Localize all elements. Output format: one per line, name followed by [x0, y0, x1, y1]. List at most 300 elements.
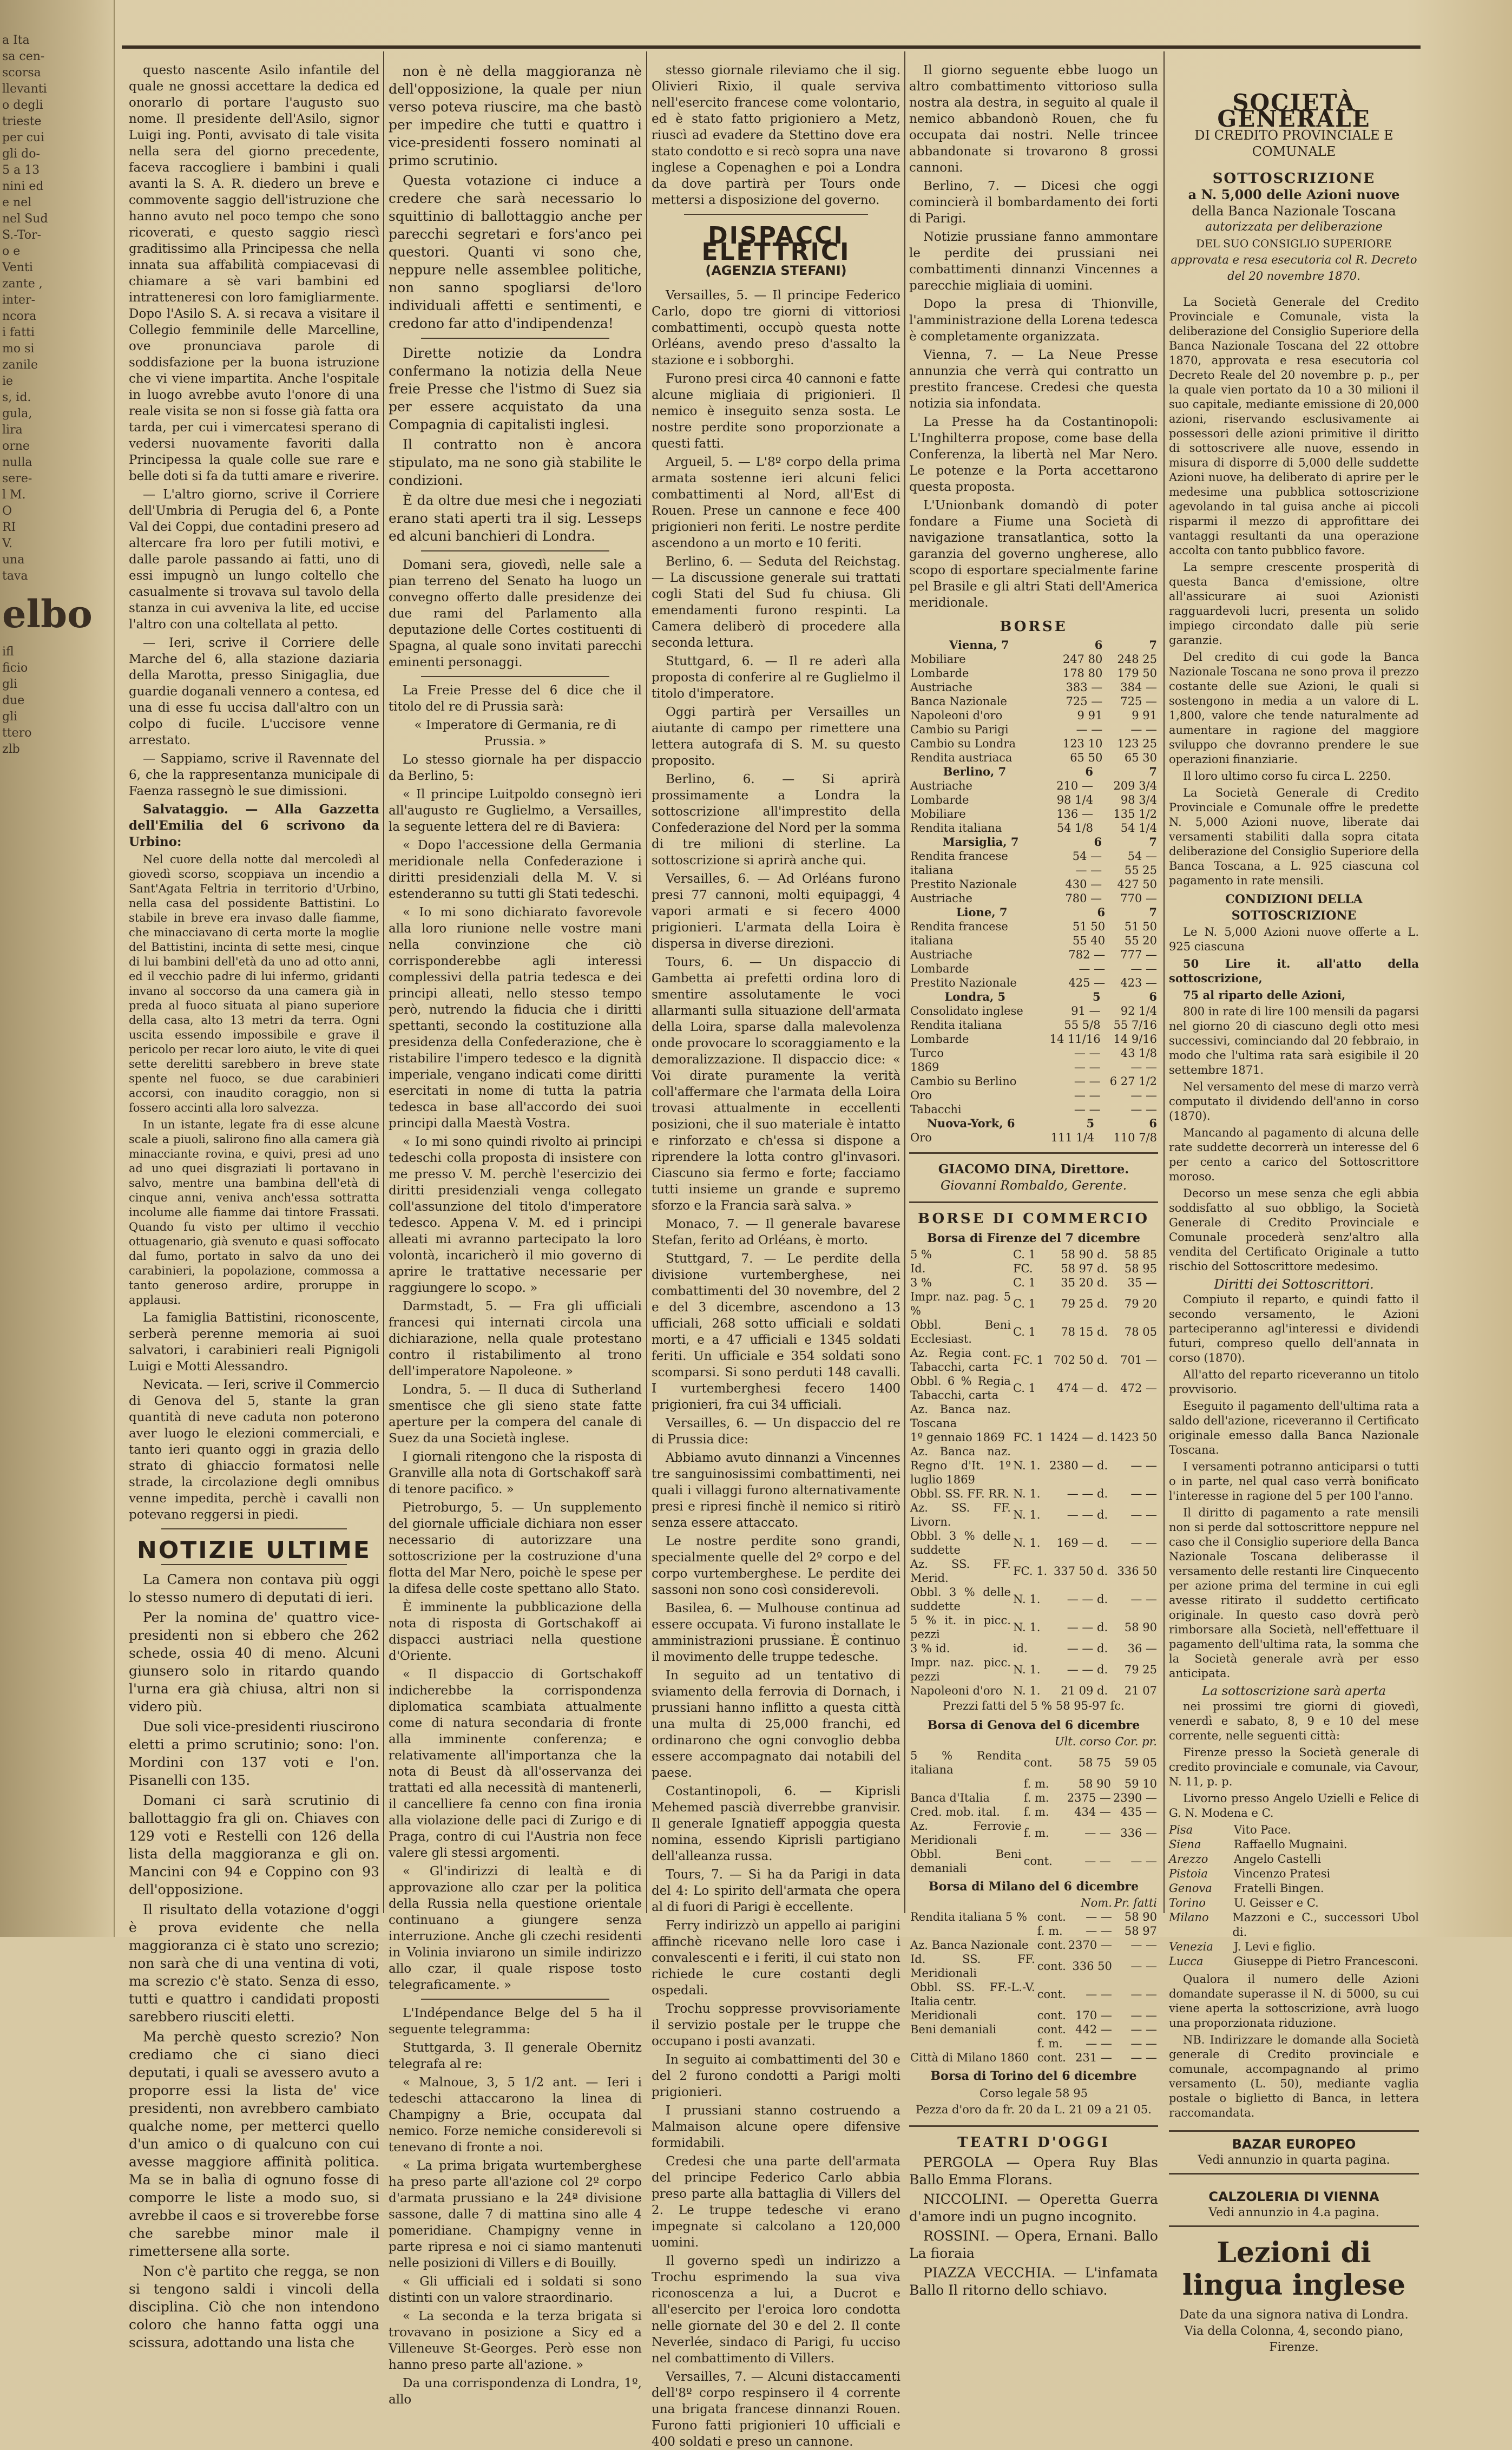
- market-header-cell: 5: [1092, 990, 1101, 1003]
- article-asilo: questo nascente Asilo infantile del quale ne gnossi accettare la dedica ed onorarlo di portare l'augusto suo nome. Il presidente dell'Asilo, signor Luigi ing. Ponti, avvisato di tale visita nella sera del giorno precedente, faceva raccogliere i bambini i quali avanti la S. A. R. diedero un breve e commovente saggio dell'istruzione che hanno avuto nel poco tempo che sono ricoverati, e questo saggio riescì graditissimo alla Principessa che nella innata sua affabilità compiacevasi di chiamare a sè vari bambini ed intratteneresi con loro famigliarmente. Dopo l'Asilo S. A. si recava a visitare il Collegio femminile delle Marcelline, ove pronunciava parole di soddisfazione per la buona istruzione che vi viene impartita. Anche l'ospitale in luogo avrebbe avuto l'onore di una reale visita se non si fosse già fatta ora tarda, per cui i vimercatesi sperano di vedersi nuovamente favoriti dalla Principessa la quale colle sue rare e belle doti si fa da tutti amare e riverire.: [129, 63, 379, 483]
- dispatch: Versailles, 7. — Alcuni distaccamenti dell'8º corpo respinsero il 4 corrente una brigata francese dinnanzi Rouen. Furono fatti prigionieri 10 ufficiali e 400 soldati e preso un cannone.: [652, 2370, 900, 2449]
- dispatch: Stuttgard, 6. — Il re aderì alla proposta di conferire al re Guglielmo il titolo d'imperatore.: [652, 654, 900, 701]
- quote-row: [909, 1444, 1158, 1487]
- market-cell: Austriache: [910, 948, 972, 961]
- paragraph: Non c'è partito che regga, se non si tengono saldi i vincoli della disciplina. Ciò che non intendono coloro che hanno fatta oggi una scissura, adottando una lista che: [129, 2263, 379, 2350]
- article-salvataggio-3: La famiglia Battistini, riconoscente, serberà perenne memoria ai suoi salvatori, i carabinieri reali Pignigoli Luigi e Motti Alessandro.: [129, 1311, 379, 1374]
- paragraph: Il contratto non è ancora stipulato, ma ne sono già stabilite le condizioni.: [389, 437, 642, 488]
- quote-cell: 1423 50: [1110, 1431, 1157, 1444]
- market-cell: Banca Nazionale: [910, 695, 1007, 708]
- quote-cell: 702 50 d.: [1053, 1354, 1108, 1367]
- divider: [161, 1528, 347, 1529]
- market-header-cell: Nuova-York, 6: [926, 1116, 1015, 1130]
- market-cell: 55 7/16: [1113, 1019, 1157, 1032]
- market-row: [909, 694, 1158, 708]
- condition: 800 in rate di lire 100 mensili da pagarsi nel giorno 20 di ciascuno degli otto mesi successivi, cominciando dal 20 febbraio, in modo che l'ultima rata sarà esigibile il 20 settembre 1871.: [1169, 1005, 1419, 1076]
- market-cell: Rendita italiana: [910, 1019, 1002, 1032]
- quote-cell: 79 25: [1124, 1663, 1157, 1676]
- quote-cell: Obbl. Beni Ecclesiast.: [910, 1318, 1011, 1345]
- market-header-cell: 6: [1085, 765, 1093, 778]
- market-cell: — —: [1074, 1103, 1101, 1116]
- market-cell: italiana: [910, 934, 954, 947]
- market-cell: 55 25: [1124, 864, 1157, 877]
- teatri-title: TEATRI D'OGGI: [957, 2134, 1110, 2151]
- quote-cell: 58 97 d.: [1061, 1262, 1108, 1275]
- adjacent-page-line: ie: [2, 375, 14, 388]
- adjacent-page-line: RI: [2, 521, 16, 534]
- quote-cell: 1424 — d.: [1049, 1431, 1108, 1444]
- quote-cell: cont.: [1037, 2023, 1066, 2036]
- borse-title: BORSE: [1000, 619, 1068, 635]
- paragraph: Per la nomina de' quattro vice-presidenti non si ebbero che 262 schede, ossia 40 di meno. Alcuni giunsero solo in ritardo quando l'urna era già chiusa, altri non si videro più.: [129, 1610, 379, 1715]
- agent-row: [1169, 1852, 1419, 1867]
- column-2: [389, 62, 642, 2407]
- market-row: [909, 1060, 1158, 1074]
- quote-cell: — —: [1130, 1593, 1157, 1606]
- quote-cell: 58 90: [1078, 1777, 1111, 1790]
- paragraph: Nel versamento del mese di marzo verrà computato il dividendo dell'anno in corso (1870).: [1169, 1080, 1419, 1122]
- quote-cell: 434 —: [1074, 1805, 1111, 1818]
- quote-cell: Meridionali: [910, 2009, 977, 2022]
- column-rule: [904, 51, 905, 1913]
- market-cell: 178 80: [1062, 667, 1103, 680]
- adjacent-page-line: llevanti: [2, 82, 47, 96]
- adjacent-page-line: scorsa: [2, 66, 41, 80]
- quote-cell: — —: [1086, 1924, 1112, 1937]
- genova-exchange-header: Borsa di Genova del 6 dicembre: [927, 1718, 1140, 1732]
- market-header-cell: 6: [1149, 990, 1157, 1003]
- theatre-listing: PERGOLA — Opera Ruy Blas Ballo Emma Florans.: [909, 2155, 1158, 2188]
- header-rule: [122, 45, 1421, 49]
- adjacent-page-line: due: [2, 694, 25, 707]
- quote-row: [909, 1346, 1158, 1374]
- quote-cell: Impr. naz. picc. pezzi: [910, 1656, 1011, 1683]
- market-cell: 91 —: [1071, 1004, 1101, 1017]
- market-table: [909, 1116, 1158, 1145]
- market-cell: Lombarde: [910, 793, 969, 806]
- adjacent-page-line: V.: [2, 537, 13, 550]
- market-row: [909, 680, 1158, 694]
- dispatch: Berlino, 6. — Seduta del Reichstag. — La discussione generale sui trattati cogli Stati del Sud fu chiusa. Gli emendamenti furono respinti. La Camera deliberò di procedere alla seconda lettura.: [652, 555, 900, 650]
- borse-commercio-title: BORSE DI COMMERCIO: [918, 1211, 1149, 1227]
- quote-cell: [909, 1924, 1036, 1938]
- quote-cell: 169 — d.: [1056, 1536, 1108, 1549]
- divider: [421, 676, 609, 677]
- quote-row: [909, 1402, 1158, 1430]
- quote-cell: Obbl. 3 % delle suddette: [910, 1529, 1011, 1556]
- quote-cell: — —: [1130, 1939, 1157, 1952]
- quote-cell: 336 50: [1117, 1565, 1157, 1578]
- quote-row: [909, 1430, 1158, 1444]
- quote-row: [909, 1819, 1158, 1847]
- ad-calzoleria: [1169, 2184, 1419, 2227]
- market-cell: 123 25: [1117, 737, 1157, 750]
- quote-row: [909, 1847, 1158, 1875]
- quote-cell: 36 —: [1127, 1642, 1157, 1655]
- quote-row: [909, 1791, 1158, 1805]
- quote-header-cell: Nom.: [1081, 1896, 1112, 1909]
- paragraph: Il risultato della votazione d'oggi è prova evidente che nella maggioranza ci è stato uno screzio; non sarà che di una ventina di voti, ma screzio c'è stato. Senza di esso, tutti e quattro i candidati proposti sarebbero riusciti eletti.: [129, 1902, 379, 2025]
- dispatch: Abbiamo avuto dinnanzi a Vincennes tre sanguinosissimi combattimenti, nei quali i villaggi furono alternativamente presi e ripresi finchè il nemico si ritirò senza essere attaccato.: [652, 1451, 900, 1530]
- ad-bazar-title: BAZAR EUROPEO: [1232, 2137, 1356, 2152]
- agent-city: Torino: [1169, 1896, 1206, 1909]
- paragraph: Compiuto il reparto, e quindi fatto il secondo versamento, le Azioni parteciperanno agl'interessi e dividendi futuri, compreso quello dell'annata in corso (1870).: [1169, 1293, 1419, 1364]
- quote-cell: — — d.: [1067, 1663, 1108, 1676]
- market-header-cell: 6: [1097, 905, 1106, 919]
- quote-cell: FC. 1.: [1013, 1565, 1048, 1578]
- quote-row: [909, 1749, 1158, 1777]
- paragraph: Da una corrispondenza di Londra, 1º, allo: [389, 2376, 642, 2407]
- paragraph: Questa votazione ci induce a credere che sarà necessario lo squittinio di ballottaggio anche per parecchi segretari e fors'anco pei questori. Quanti vi sono che, neppure nelle assemblee politiche, non sanno spogliarsi de'loro individuali affetti e sentimenti, e credono far atto d'indipendenza!: [389, 173, 642, 331]
- adjacent-page-line: ttero: [2, 726, 32, 740]
- market-cell: — —: [1130, 1103, 1157, 1116]
- theatre-listing: PIAZZA VECCHIA. — L'infamata Ballo Il ritorno dello schiavo.: [909, 2265, 1158, 2298]
- market-header-cell: Berlino, 7: [943, 765, 1007, 778]
- paragraph: La Camera non contava più oggi lo stesso numero di deputati di ieri.: [129, 1572, 379, 1605]
- market-cell: 9 91: [1077, 709, 1103, 722]
- divider: [909, 2125, 1158, 2127]
- agent-name: Fratelli Bingen.: [1234, 1882, 1324, 1895]
- paragraph: È da oltre due mesi che i negoziati erano stati aperti tra il sig. Lesseps ed alcuni banchieri di Londra.: [389, 492, 642, 544]
- market-table: [909, 835, 1158, 905]
- adjacent-page-line: ncora: [2, 310, 37, 323]
- market-cell: 384 —: [1120, 681, 1157, 694]
- market-cell: — —: [1075, 864, 1102, 877]
- quote-row: [909, 1684, 1158, 1698]
- market-cell: Oro: [910, 1131, 932, 1144]
- dispatch: Monaco, 7. — Il generale bavarese Stefan, ferito ad Orléans, è morto.: [652, 1217, 900, 1247]
- market-header-cell: 6: [1094, 638, 1103, 652]
- market-header-cell: Vienna, 7: [949, 638, 1009, 652]
- quote-cell: 79 25 d.: [1061, 1297, 1108, 1310]
- market-header-cell: 7: [1149, 638, 1157, 652]
- condition: 75 al riparto delle Azioni,: [1183, 988, 1346, 1002]
- adjacent-page-edge: [0, 0, 115, 1937]
- quote-cell: 5 % it. in picc. pezzi: [910, 1614, 1011, 1641]
- quote-cell: 336 —: [1120, 1827, 1157, 1840]
- quote-row: [909, 2022, 1158, 2037]
- agent-name: J. Levi e figlio.: [1234, 1940, 1316, 1953]
- quote-cell: f. m.: [1023, 1827, 1049, 1840]
- dispatch: La Presse ha da Costantinopoli: L'Inghilterra propose, come base della Conferenza, la libertà nel Mar Nero. Le potenze e la Porta accettarono questa proposta.: [909, 415, 1158, 494]
- market-row: [909, 976, 1158, 990]
- adjacent-page-line: nulla: [2, 456, 32, 469]
- market-cell: 54 —: [1127, 850, 1157, 863]
- market-cell: 54 —: [1072, 850, 1102, 863]
- quote-cell: f. m.: [1023, 1791, 1049, 1804]
- quote-cell: [909, 2037, 1036, 2051]
- market-cell: 98 3/4: [1120, 793, 1157, 806]
- market-row: [909, 1046, 1158, 1060]
- genova-quotes-table: [909, 1735, 1158, 1875]
- article-marotta: — Ieri, scrive il Corriere delle Marche del 6, alla stazione daziaria della Marotta, presso Sinigaglia, due guardie doganali vennero a contesa, ed una di esse fu uccisa dall'altro con un colpo di fucile. L'uccisore venne arrestato.: [129, 636, 379, 747]
- market-cell: — —: [1130, 1089, 1157, 1102]
- market-header-cell: 6: [1094, 835, 1102, 849]
- section-title-notizie-ultime: NOTIZIE ULTIME: [137, 1536, 371, 1564]
- firenze-quotes-table: [909, 1247, 1158, 1698]
- agent-row: [1169, 1940, 1419, 1954]
- quote-cell: cont.: [1037, 1960, 1066, 1973]
- paragraph: « La seconda e la terza brigata si trovavano in posizione a Sicy ed a Villeneuve St-Georges. Però esse non hanno preso parte all'azione. »: [389, 2309, 642, 2372]
- divider: [421, 1999, 609, 2000]
- market-cell: — —: [1074, 1089, 1101, 1102]
- market-row: [909, 793, 1158, 807]
- market-cell: 65 50: [1070, 751, 1103, 764]
- quote-cell: — —: [1130, 1855, 1157, 1868]
- quote-row: [909, 1557, 1158, 1585]
- paragraph: Lo stesso giornale ha per dispaccio da Berlino, 5:: [389, 753, 642, 783]
- paragraph: La Società Generale del Credito Provinciale e Comunale, vista la deliberazione del Consiglio Superiore della Banca Nazionale Toscana del 22 ottobre 1870, approvata e resa esecutoria col Decreto Reale del 20 novembre p. p., per la quale vien portato da 10 a 30 milioni il suo capitale, mediante emissione di 20,000 azioni, riservando esclusivamente ai possessori delle azioni primitive il diritto di sottoscrivere alle nuove, essendo in misura di disporre di 5,000 delle suddette Azioni nuove, ha deliberato di aprire per le medesime una pubblica sottoscrizione agevolando in tal guisa anche ai piccoli risparmi il mezzo di approfittare dei vantaggi resultanti da una operazione accolta con tanto pubblico favore.: [1169, 295, 1419, 557]
- quote-cell: Az. Banca naz. Toscana: [910, 1403, 1011, 1430]
- agent-row: [1169, 1823, 1419, 1837]
- quote-cell: N. 1.: [1013, 1684, 1041, 1697]
- market-cell: 383 —: [1066, 681, 1103, 694]
- quote-cell: Az. Regia cont. Tabacchi, carta: [910, 1346, 1011, 1374]
- quote-cell: N. 1.: [1013, 1663, 1041, 1676]
- agent-city: Lucca: [1169, 1955, 1204, 1968]
- market-table: [909, 638, 1158, 765]
- quote-cell: Città di Milano 1860: [910, 2051, 1029, 2064]
- paragraph: È imminente la pubblicazione della nota di risposta di Gortschakoff ai dispacci austriaci nella questione d'Oriente.: [389, 1600, 642, 1663]
- paragraph: Darmstadt, 5. — Fra gli ufficiali francesi qui internati circola una dichiarazione, nella quale protestano contro il ristabilimento al trono dell'imperatore Napoleone. »: [389, 1299, 642, 1378]
- adjacent-page-line: 5 a 13: [2, 163, 40, 177]
- dispatch: Furono presi circa 40 cannoni e fatte alcune migliaia di prigionieri. Il nemico è inseguito senza sosta. Le nostre perdite sono proporzionate a questi fatti.: [652, 372, 900, 451]
- quote-cell: — —: [1130, 1960, 1157, 1973]
- market-cell: — —: [1074, 1047, 1101, 1060]
- quote-cell: Obbl. 6 % Regia Tabacchi, carta: [910, 1375, 1011, 1402]
- market-cell: 55 5/8: [1064, 1019, 1101, 1032]
- market-cell: Cambio su Parigi: [910, 723, 1009, 736]
- adjacent-page-line: s, id.: [2, 391, 31, 404]
- quote-cell: Az. Ferrovie Meridionali: [910, 1820, 1022, 1847]
- market-cell: Oro: [910, 1089, 932, 1102]
- quote-cell: [1012, 1402, 1048, 1430]
- quote-cell: Napoleoni d'oro: [910, 1684, 1003, 1697]
- column-rule: [646, 51, 647, 1913]
- market-cell: 51 50: [1124, 920, 1157, 933]
- market-row: [909, 666, 1158, 680]
- ad-line: della Banca Nazionale Toscana: [1192, 203, 1396, 219]
- adjacent-page-line: zante ,: [2, 277, 43, 291]
- agent-name: Mazzoni e C., successori Ubol di.: [1232, 1911, 1419, 1939]
- market-cell: Austriache: [910, 892, 972, 905]
- dispatch: Trochu soppresse provvisoriamente il servizio postale per le truppe che occupano i posti avanzati.: [652, 2002, 900, 2048]
- quote-cell: C. 1: [1013, 1382, 1036, 1395]
- market-cell: — —: [1130, 962, 1157, 975]
- dispatch: Berlino, 7. — Dicesi che oggi comincierà il bombardamento dei forti di Parigi.: [909, 179, 1158, 226]
- market-cell: 423 —: [1120, 976, 1157, 989]
- article-faenza: — Sappiamo, scrive il Ravennate del 6, che la rappresentanza municipale di Faenza rassegnò le sue dimissioni.: [129, 752, 379, 798]
- paragraph: Dirette notizie da Londra confermano la notizia della Neue freie Presse che l'istmo di Suez sia per essere acquistato da una Compagnia di capitalisti inglesi.: [389, 345, 642, 432]
- market-cell: 14 9/16: [1113, 1033, 1157, 1046]
- market-header-cell: 5: [1086, 1116, 1095, 1130]
- agent-row: [1169, 1896, 1419, 1910]
- adjacent-page-line: o degli: [2, 98, 43, 112]
- market-row: [909, 863, 1158, 877]
- quote-cell: FC. 1: [1013, 1354, 1044, 1367]
- adjacent-page-line: nini ed: [2, 180, 44, 193]
- dispatch: Tours, 6. — Un dispaccio di Gambetta ai prefetti ordina loro di smentire assolutamente le voci allarmanti sulla situazione dell'armata della Loira, sparse dalla malevolenza onde provocare lo scoraggiamento e la demoralizzazione. Il dispaccio dice: « Voi dirate puramente la verità coll'affermare che l'armata della Loira trovasi attualmente in eccellenti posizioni, che il suo materiale è intatto e rinforzato e ch'essa si dispone a riprendere la lotta contro gl'invasori. Ciascuno sia fermo e forte; facciamo tutti insieme un grande e supremo sforzo e la Francia sarà salva. »: [652, 955, 900, 1213]
- market-row: [909, 722, 1158, 737]
- ad-line: DEL SUO CONSIGLIO SUPERIORE: [1196, 237, 1392, 250]
- market-cell: Napoleoni d'oro: [910, 709, 1003, 722]
- paragraph: Londra, 5. — Il duca di Sutherland smentisce che gli sieno state fatte aperture per la compera del canale di Suez da una Società inglese.: [389, 1383, 642, 1446]
- paragraph: « La prima brigata wurtemberghese ha preso parte all'azione col 2º corpo d'armata prussiano e la 24ª divisione sassone, dalle 7 di mattina sino alle 4 pomeridiane. Champigny venne in parte ripresa e noi ci siamo mantenuti nelle posizioni di Villers e di Bouilly.: [389, 2159, 642, 2270]
- market-cell: 430 —: [1065, 878, 1102, 891]
- market-cell: Mobiliare: [910, 653, 966, 666]
- paragraph: La sempre crescente prosperità di questa Banca d'emissione, oltre all'assicurare ai suoi Azionisti ragguardevoli lucri, presenta un solido impiego circondato dalle più serie garanzie.: [1169, 561, 1419, 647]
- quote-cell: N. 1.: [1013, 1459, 1041, 1472]
- quote-row: [909, 1980, 1158, 2008]
- adjacent-page-line: sa cen-: [2, 50, 45, 63]
- market-cell: Austriache: [910, 681, 972, 694]
- column-3: [652, 62, 900, 2449]
- dispatch: L'Unionbank domandò di poter fondare a Fiume una Società di navigazione transatlantica, sotto la garanzia del governo ungherese, allo scopo di esportare specialmente farine pel Brasile e gli altri Stati dell'America meridionale.: [909, 498, 1158, 610]
- quote-cell: 435 —: [1120, 1805, 1157, 1818]
- market-header-cell: 7: [1149, 765, 1157, 778]
- market-cell: 780 —: [1065, 892, 1102, 905]
- firenze-note: Prezzi fatti del 5 % 58 95-97 fc.: [943, 1699, 1125, 1712]
- agent-name: Angelo Castelli: [1234, 1853, 1321, 1866]
- market-cell: Rendita austriaca: [910, 751, 1013, 764]
- quote-row: [909, 1656, 1158, 1684]
- quote-cell: 336 50: [1072, 1960, 1112, 1973]
- paragraph: Pietroburgo, 5. — Un supplemento del giornale ufficiale dichiara non esser necessario di autorizzare una sottoscrizione per la costruzione d'una flotta del Mar Nero, poichè le spese per la difesa delle coste spettano allo Stato.: [389, 1501, 642, 1596]
- market-cell: Rendita francese: [910, 850, 1008, 863]
- market-row: [909, 652, 1158, 666]
- quote-header-cell: [909, 1735, 1023, 1749]
- market-header-cell: Londra, 5: [944, 990, 1006, 1003]
- quote-cell: Az. SS. FF. Livorn.: [910, 1501, 1011, 1528]
- quote-cell: 58 95: [1124, 1262, 1157, 1275]
- agent-city: Siena: [1169, 1838, 1201, 1851]
- market-header-cell: 7: [1149, 905, 1157, 919]
- paragraph: « Io mi sono dichiarato favorevole alla loro riunione nelle vostre mani nella convinzione che ciò corrisponderebbe agli interessi complessivi della patria tedesca e dei principi alleati, nello stesso tempo però, nutrendo la fiducia che i diritti spettanti, secondo la costituzione alla presidenza della Confederazione, che è ristabilire l'impero tedesco e la dignità imperiale, vengano indicati come diritti esercitati in nome di tutta la patria tedesca in base all'accordo dei suoi principi dalla Maestà Vostra.: [389, 905, 642, 1131]
- quote-cell: C. 1: [1013, 1248, 1036, 1261]
- firenze-agent: Firenze presso la Società generale di credito provinciale e comunale, via Cavour, N. 11, p. p.: [1169, 1746, 1419, 1788]
- market-cell: 1869: [910, 1061, 939, 1074]
- paragraph: Eseguito il pagamento dell'ultima rata a saldo dell'azione, riceveranno il Certificato originale emesso dalla Banca Nazionale Toscana.: [1169, 1400, 1419, 1456]
- dispatch: Argueil, 5. — L'8º corpo della prima armata sostenne ieri alcuni felici combattimenti al Nord, all'Est di Rouen. Prese un cannone e fece 400 prigionieri non feriti. Le nostre perdite ascendono a un morto e 10 feriti.: [652, 455, 900, 550]
- adjacent-page-line: zlb: [2, 743, 20, 756]
- ad-calzoleria-title: CALZOLERIA DI VIENNA: [1208, 2189, 1379, 2204]
- market-header-cell: Marsiglia, 7: [942, 835, 1019, 849]
- quote-cell: 442 —: [1075, 2023, 1112, 2036]
- quote-cell: — —: [1084, 1855, 1111, 1868]
- paragraph: La Società Generale di Credito Provinciale e Comunale offre le predette N. 5,000 Azioni nuove, liberate dai versamenti stabiliti dalla sopra citata deliberazione del Consiglio Superiore della Banca Toscana, a L. 925 ciascuna col pagamento in rate mensili.: [1169, 786, 1419, 887]
- quote-header-cell: [909, 1896, 1036, 1910]
- market-row: [909, 948, 1158, 962]
- quote-cell: f. m.: [1023, 1805, 1049, 1818]
- quote-cell: f. m.: [1037, 2037, 1063, 2050]
- market-cell: 92 1/4: [1120, 1004, 1157, 1017]
- quote-cell: 1º gennaio 1869: [910, 1431, 1005, 1444]
- livorno-agent: Livorno presso Angelo Uzielli e Felice di G. N. Modena e C.: [1169, 1792, 1419, 1820]
- dispatch: Il giorno seguente ebbe luogo un altro combattimento vittorioso sulla nostra ala destra, in seguito al quale il nemico abbandonò Rouen, che fu occupata dai nostri. Nelle trincee abbandonate si trovarono 8 grossi cannoni.: [909, 63, 1158, 175]
- quote-cell: 58 90: [1124, 1621, 1157, 1634]
- adjacent-page-line: i fatti: [2, 326, 35, 339]
- adjacent-page-line: orne: [2, 439, 30, 453]
- quote-cell: 58 97: [1124, 1924, 1157, 1937]
- market-cell: 770 —: [1120, 892, 1157, 905]
- market-cell: Lombarde: [910, 667, 969, 680]
- quote-cell: Id.: [910, 1262, 926, 1275]
- quote-cell: — —: [1130, 1459, 1157, 1472]
- market-cell: 135 1/2: [1113, 807, 1157, 820]
- milano-exchange-header: Borsa di Milano del 6 dicembre: [929, 1880, 1139, 1894]
- quote-cell: 78 05: [1124, 1325, 1157, 1338]
- quote-cell: 3 %: [910, 1276, 932, 1289]
- agent-city: Venezia: [1169, 1940, 1213, 1953]
- quote-cell: cont.: [1023, 1756, 1053, 1769]
- market-row: [909, 1131, 1158, 1145]
- quote-row: [909, 1262, 1158, 1276]
- divider: [421, 550, 609, 551]
- market-row: [909, 807, 1158, 821]
- market-row: [909, 919, 1158, 934]
- adjacent-page-line: una: [2, 553, 25, 567]
- market-cell: 782 —: [1068, 948, 1106, 961]
- dispatch: Stuttgard, 7. — Le perdite della divisione vurtemberghese, nei combattimenti del 30 novembre, del 2 e del 3 dicembre, ascendono a 13 ufficiali, 268 sotto ufficiali e soldati morti, e a 47 ufficiali e 1345 soldati feriti. Un ufficiale e 354 soldati sono scomparsi. Si sono perduti 148 cavalli. I vurtemberghesi fecero 1400 prigionieri, fra cui 34 ufficiali.: [652, 1252, 900, 1412]
- market-row: [909, 821, 1158, 835]
- quote-header-cell: Ult. corso: [1054, 1735, 1111, 1748]
- quote-cell: C. 1: [1013, 1276, 1036, 1289]
- quote-cell: — —: [1086, 1910, 1112, 1923]
- adjacent-page-line: l M.: [2, 488, 26, 502]
- market-cell: Prestito Nazionale: [910, 878, 1017, 891]
- quote-row: [909, 1805, 1158, 1819]
- divider: [684, 214, 868, 215]
- quote-cell: cont.: [1037, 2009, 1066, 2022]
- market-quotes: [909, 638, 1158, 1145]
- market-cell: Turco: [910, 1047, 944, 1060]
- dispatch: Ferry indirizzò un appello ai parigini affinchè ricevano nelle loro case i convalescenti e i feriti, il cui stato non richiede le cure costanti degli ospedali.: [652, 1919, 900, 1998]
- market-row: [909, 962, 1158, 976]
- article-salvataggio-head: Salvataggio. — Alla Gazzetta dell'Emilia del 6 scrivono da Urbino:: [129, 802, 379, 849]
- quote-cell: 58 90 d.: [1061, 1248, 1108, 1261]
- quote-cell: 59 10: [1124, 1777, 1157, 1790]
- market-cell: 136 —: [1056, 807, 1093, 820]
- condizioni-title: CONDIZIONI DELLA SOTTOSCRIZIONE: [1225, 892, 1363, 923]
- dispatch: Dopo la presa di Thionville, l'amministrazione della Lorena tedesca è completamente organizzata.: [909, 297, 1158, 344]
- market-cell: 6 27 1/2: [1109, 1075, 1157, 1088]
- quote-cell: C. 1: [1013, 1297, 1036, 1310]
- market-cell: 98 1/4: [1056, 793, 1093, 806]
- quote-cell: 5 % Rendita italiana: [910, 1749, 1022, 1776]
- quote-cell: Cred. mob. ital.: [910, 1805, 1000, 1818]
- quote-cell: [909, 1777, 1023, 1791]
- agent-name: U. Geisser e C.: [1234, 1896, 1319, 1909]
- adjacent-page-line: gula,: [2, 407, 32, 421]
- market-row: [909, 1032, 1158, 1046]
- market-cell: 777 —: [1120, 948, 1157, 961]
- quote-cell: Az. Banca Nazionale: [910, 1939, 1029, 1952]
- quote-row: [909, 1529, 1158, 1557]
- article-salvataggio-2: In un istante, legate fra di esse alcune scale a piuoli, salirono fino alla camera già minacciante rovina, e quivi, presi ad uno ad uno quei disgraziati li portavano in salvo, mentre una bambina dell'età di cinque anni, veniva anch'essa sottratta incolume alle fiamme dai tintore Frassati. Quando fu visto per ultimo il vecchio ottuagenario, già svenuto e quasi soffocato dal fumo, portato in salvo da uno dei carabinieri, la popolazione, commossa a tanto generoso ardire, proruppe in applausi.: [129, 1118, 379, 1306]
- section-subtitle-agenzia: (AGENZIA STEFANI): [705, 263, 847, 278]
- adjacent-page-line: sere-: [2, 472, 32, 485]
- quote-cell: — —: [1130, 1508, 1157, 1521]
- quote-cell: 2375 —: [1067, 1791, 1111, 1804]
- quote-cell: Beni demaniali: [910, 2023, 997, 2036]
- adjacent-page-line: mo si: [2, 342, 35, 356]
- market-row: [909, 849, 1158, 863]
- agents-list: [1169, 1823, 1419, 1969]
- quote-cell: — — d.: [1067, 1508, 1108, 1521]
- agent-city: Milano: [1169, 1911, 1209, 1924]
- quote-row: [909, 1924, 1158, 1938]
- quote-cell: 2390 —: [1113, 1791, 1157, 1804]
